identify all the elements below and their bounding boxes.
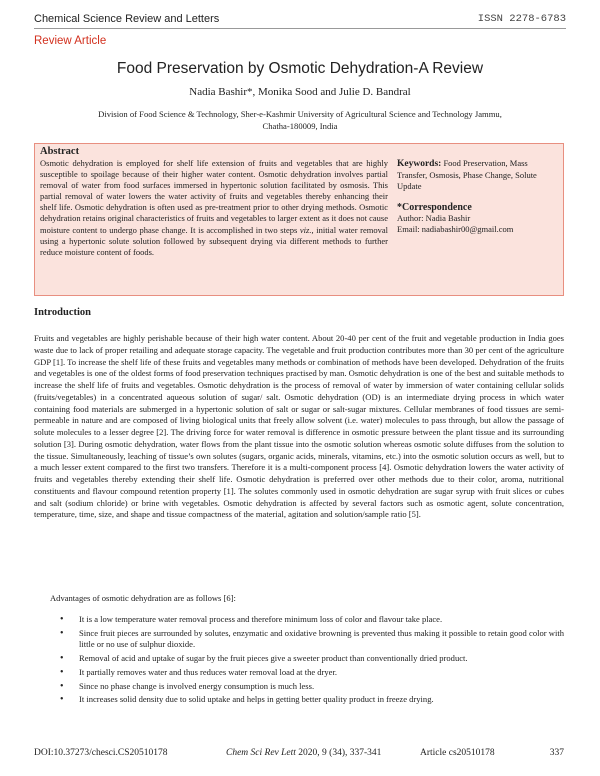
list-item [60, 653, 564, 664]
abstract-box [34, 143, 564, 296]
bullet-icon: • [60, 694, 64, 706]
abstract-text-part-1: Osmotic dehydration is employed for shelf life extension of fruits and vegetables that are highly susceptible to spoilage because of their higher water content. Osmotic dehydration involves partial removal of water from food surfaces immersed in hypertonic solution facilitated by osmosis. This partial removal of water lowers the water activity of fruits and vegetables thereby enhancing their shelf life. Osmotic dehydration is often used as pre-treatment prior to other drying methods. Osmotic dehydration retains original characteristics of fruits and vegetables to larger extent as it does not cause moisture content to undergo phase change. It is accomplished in two steps [40, 158, 388, 235]
abstract-viz: viz. [299, 224, 312, 235]
bullet-icon: • [60, 653, 64, 664]
abstract-heading: Abstract [40, 146, 80, 157]
introduction-text: Fruits and vegetables are highly perishable because of their high water content. About 20-40 per cent of the fruit and vegetable production in India goes waste due to lack of proper retailing and adequate storage capacity. The vegetable and fruit production contributes more than 30 per cent of the agriculture GDP [1]. To increase the shelf life of these fruits and vegetables many methods or combination of methods have been developed. Dehydration of the fruits and vegetables is one of the oldest forms of food preservation techniques practised by man. Osmotic dehydration is one of the best and suitable methods to increase the shelf life of fruits and vegetables. Osmotic dehydration is the process of removal of water by immersion of water containing cellular solids (fruits/vegetables) in a concentrated aqueous solution of sugar/ salt. Osmotic dehydration (OD) is an intermediate drying process in which water containing food materials are submerged in a hypertonic solution of salt or sugar or salt-sugar mixtures. Cellular membranes of food tissues are semi-permeable in nature and are composed of living biological units that freely allow solvent (i.e. water) molecules to pass through, but allow the passage of solute molecules to a lesser degree [2]. The driving force for water removal is difference in osmotic pressure between the plant tissue and its surrounding solution [3]. During osmotic dehydration, water flows from the plant tissue into the osmotic solution whereas osmotic solute diffuses from the solution to the tissue. Simultaneously, leaching of tissue’s own solutes (sugars, organic acids, minerals, vitamins, etc.) into the osmotic solution occurs as well, but to a much lesser extent compared to the first two transfers. Therefore it is a multi-component process [4]. Osmotic dehydration lowers the water activity of fruits and vegetables thereby extending their shelf life. Osmotic dehydration is preferred over other methods due to their color, aroma, nutritional constituents and flavour compound retention property [1]. The solutes commonly used in osmotic dehydration are sugar syrup with fruit slices or cubes and salt (sodium chloride) or brine with vegetables. Osmotic dehydration is affected by several factors such as osmotic agent, solute concentration, temperature, time, size, and shape and tissue compactness of the material, agitation and solution/sample ratio [5]. [34, 333, 564, 520]
list-item-text: It partially removes water and thus reduces water removal load at the dryer. [79, 666, 337, 677]
keywords-label: Keywords: [397, 159, 442, 169]
bullet-icon: • [60, 627, 64, 639]
keywords-text: Food Preservation, Mass Transfer, Osmosis, Phase Change, Solute Update [397, 158, 537, 192]
header-divider [34, 28, 566, 29]
affiliation-line-2: Chatha-180009, India [262, 121, 338, 131]
footer-article-id: cs20510178 [448, 748, 495, 758]
issn: ISSN 2278-6783 [477, 13, 566, 25]
footer-citation [226, 748, 381, 758]
bullet-icon: • [60, 666, 64, 678]
correspondence-email[interactable]: Email: nadiabashir00@gmail.com [397, 224, 514, 235]
correspondence-heading: *Correspondence [397, 202, 472, 214]
journal-name: Chemical Science Review and Letters [34, 13, 220, 25]
correspondence-author: Author: Nadia Bashir [397, 213, 471, 224]
list-item-text: Since fruit pieces are surrounded by solutes, enzymatic and oxidative browning is prevented thus making it possible to retain good color with little or no use of sulphur dioxide. [79, 627, 564, 650]
footer-journal-abbrev: Chem Sci Rev Lett [226, 748, 296, 758]
list-item [60, 694, 564, 705]
advantages-intro: Advantages of osmotic dehydration are as follows [6]: [50, 593, 236, 603]
abstract-section [40, 146, 388, 258]
list-item [60, 628, 564, 651]
footer-article [420, 748, 495, 758]
paper-title: Food Preservation by Osmotic Dehydration-A Review [116, 60, 484, 77]
footer-article-label: Article [420, 748, 449, 758]
side-info [397, 158, 557, 236]
footer-citation-text: 2020, 9 (34), 337-341 [295, 748, 382, 758]
advantages-list [60, 614, 564, 708]
footer-doi: DOI:10.37273/chesci.CS20510178 [34, 748, 168, 758]
list-item-text: Since no phase change is involved energy consumption is much less. [79, 680, 315, 691]
abstract-text-part-2: , initial water removal using a hypertonic solute solution followed by subsequent drying via different methods to further reduce moisture content of foods. [40, 224, 388, 257]
page-number: 337 [549, 748, 564, 758]
list-item [60, 667, 564, 678]
list-item-text: Removal of acid and uptake of sugar by the fruit pieces give a sweeter product than conventionally dried product. [79, 653, 468, 663]
list-item-text: It is a low temperature water removal process and therefore minimum loss of color and flavour take place. [79, 614, 443, 624]
list-item [60, 614, 564, 625]
authors: Nadia Bashir*, Monika Sood and Julie D. Bandral [189, 86, 411, 98]
abstract-text [40, 158, 388, 258]
bullet-icon: • [60, 680, 64, 692]
introduction-heading: Introduction [34, 307, 91, 318]
article-type: Review Article [34, 35, 107, 47]
keywords [397, 158, 557, 192]
affiliation [90, 108, 510, 132]
bullet-icon: • [60, 614, 64, 625]
list-item-text: It increases solid density due to solid uptake and helps in getting better quality product in freeze drying. [79, 694, 434, 705]
list-item [60, 681, 564, 692]
affiliation-line-1: Division of Food Science & Technology, Sher-e-Kashmir University of Agricultural Science and Technology Jammu, [98, 109, 502, 119]
